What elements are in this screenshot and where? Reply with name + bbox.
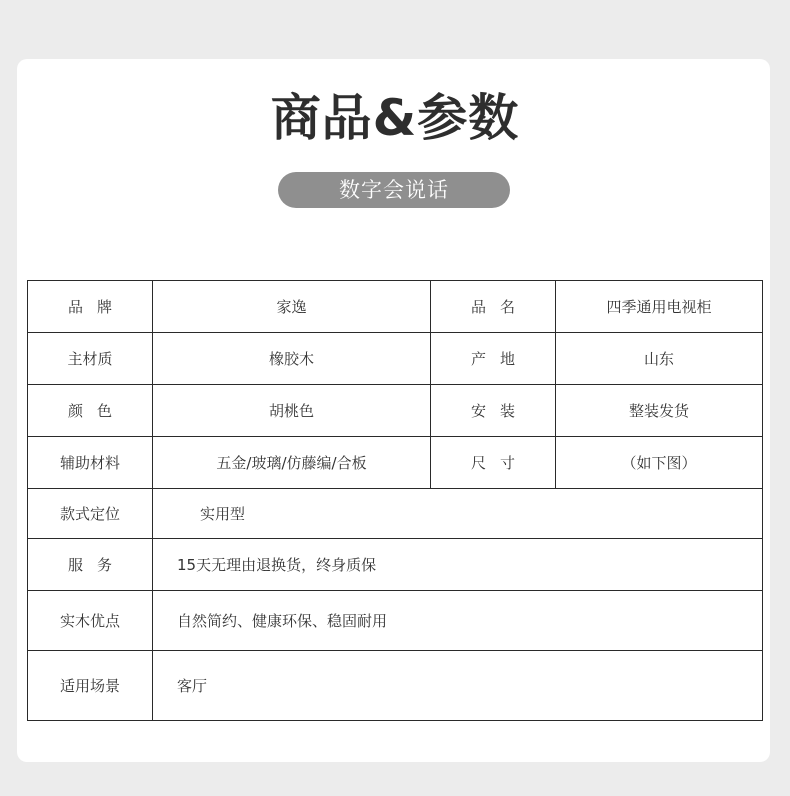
label-origin: 产地 (470, 350, 529, 368)
value-size: （如下图） (621, 454, 697, 472)
value-scene: 客厅 (177, 677, 208, 695)
params-table (27, 280, 763, 721)
label-color: 颜色 (67, 402, 126, 420)
label-wood-advantages: 实木优点 (59, 612, 120, 630)
value-color: 胡桃色 (268, 402, 314, 420)
value-wood-advantages: 自然简约、健康环保、稳固耐用 (177, 612, 388, 630)
label-brand: 品牌 (67, 298, 126, 316)
label-service: 服务 (67, 556, 126, 574)
label-scene: 适用场景 (59, 677, 120, 695)
label-product-name: 品名 (470, 298, 529, 316)
value-material: 橡胶木 (268, 350, 314, 368)
value-service: 15天无理由退换货，终身质保 (177, 556, 377, 574)
value-origin: 山东 (643, 350, 674, 368)
label-material: 主材质 (67, 350, 113, 368)
value-install: 整装发货 (628, 402, 689, 420)
page-title: 商品&参数 (270, 89, 520, 147)
label-size: 尺寸 (470, 454, 529, 472)
value-style: 实用型 (200, 505, 246, 523)
label-install: 安装 (470, 402, 529, 420)
value-product-name: 四季通用电视柜 (606, 298, 712, 316)
value-aux-material: 五金/玻璃/仿藤编/合板 (216, 454, 367, 472)
subtitle-badge: 数字会说话 (278, 172, 510, 208)
value-brand: 家逸 (276, 298, 307, 316)
label-aux-material: 辅助材料 (59, 454, 120, 472)
label-style: 款式定位 (59, 505, 120, 523)
